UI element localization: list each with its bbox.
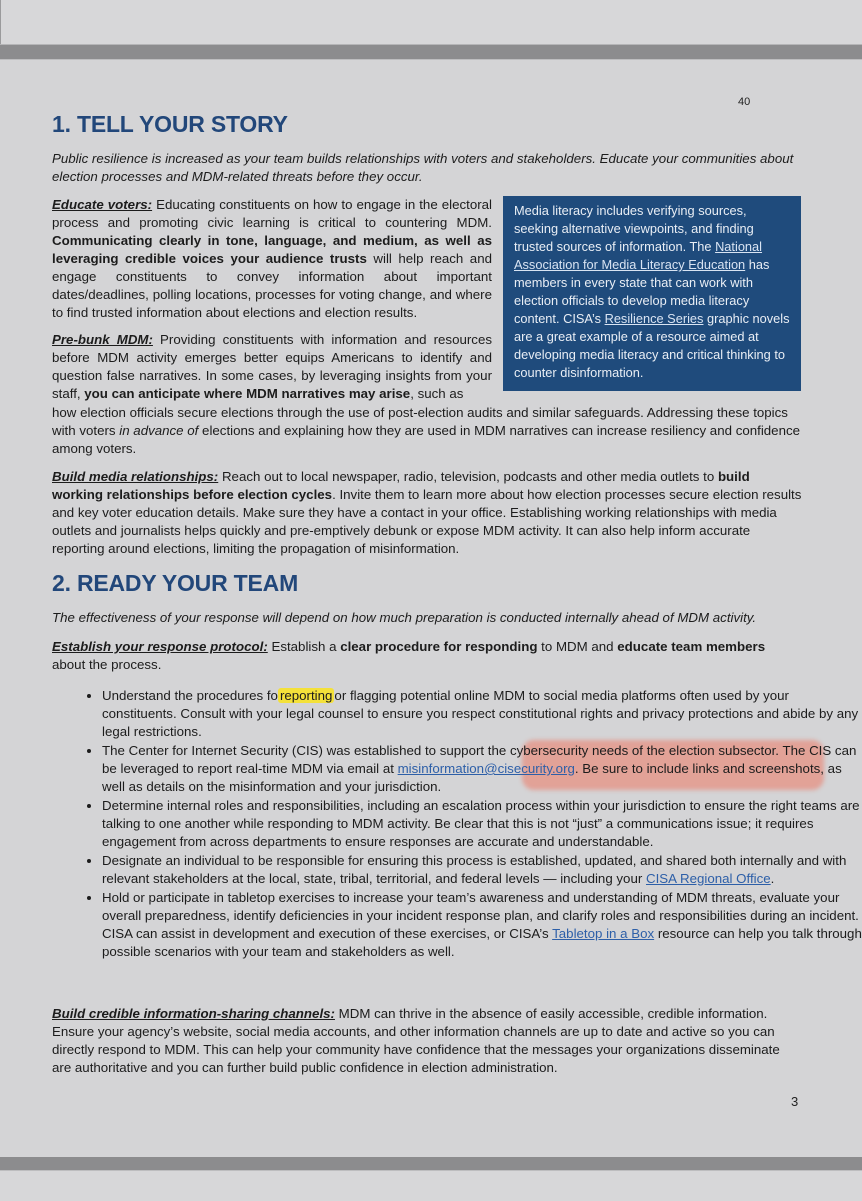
list-item: • Understand the procedures fo reporting or flagging potential online MDM to social media platforms often used by your constituents. Consult with your legal counsel to ensure you respect constitutional rights and privacy protections and abide by any legal restrictions. [102,687,862,741]
previous-page-edge [0,0,862,45]
response-protocol-list [52,687,862,962]
namle-link[interactable]: National Association for Media Literacy Education [514,239,763,272]
educate-voters-lead: Educate voters: [52,197,153,212]
section-1-intro: Public resilience is increased as your team builds relationships with voters and stakeholders. Educate your communities about election processes and MDM-related threats before they occur. [52,151,794,184]
list-item: • Hold or participate in tabletop exercises to increase your team’s awareness and understanding of MDM threats, evaluate your overall preparedness, identify deficiencies in your incident response plan, and clarify roles and responsibilities during an incident. CISA can assist in development and execution of these exercises, or CISA’s Tabletop in a Box resource can help you talk through possible scenarios with your team and stakeholders as well. [102,889,862,961]
next-page-edge [0,1170,862,1201]
response-protocol-lead: Establish your response protocol: [52,639,268,654]
prebunk-paragraph: Pre-bunk MDM: Providing constituents with information and resources before MDM activity emerges better equips Americans to identify and question false narratives. In some cases, by leveraging insights from your staff, you can anticipate where MDM narratives may arise, such as [52,332,492,401]
page-number-bottom: 3 [791,1094,799,1109]
media-relationships-lead: Build media relationships: [52,469,219,484]
media-relationships-paragraph: Build media relationships: Reach out to local newspaper, radio, television, podcasts and other media outlets to build working relationships before election cycles. Invite them to learn more about how election processes secure election results and key voter education details. Make sure they have a contact in your office. Establishing working relationships with media outlets and journalists helps quickly and pre-emptively debunk or expose MDM activity. It can also help inform accurate reporting around elections, limiting the propagation of misinformation. [52,469,802,556]
tabletop-in-a-box-link[interactable]: Tabletop in a Box [552,926,655,941]
section-2-heading: 2. READY YOUR TEAM [52,570,299,596]
resilience-series-link[interactable]: Resilience Series [604,311,704,326]
section-2-intro: The effectiveness of your response will depend on how much preparation is conducted internally ahead of MDM activity. [52,610,757,625]
prebunk-paragraph-continued: how election officials secure elections through the use of post-election audits and similar safeguards. Addressing these topics with voters in advance of elections and explaining how they are used in MDM narratives can increase resiliency and confidence among voters. [52,405,801,456]
list-item: • Determine internal roles and responsibilities, including an escalation process within your jurisdiction to ensure the right teams are talking to one another while responding to MDM activity. Be clear that this is not “just” a communications issue; it requires engagement from across departments to ensure responses are accurate and understandable. [102,797,862,851]
list-item: • Designate an individual to be responsible for ensuring this process is established, updated, and shared both internally and with relevant stakeholders at the local, state, tribal, territorial, and federal levels — including your CISA Regional Office. [102,852,862,888]
prebunk-lead: Pre-bunk MDM: [52,332,153,347]
list-item: • The Center for Internet Security (CIS) was established to support the cybersecurity needs of the election subsector. The CIS can be leveraged to report real-time MDM via email at misinformation@cisecurity.org. Be sure to include links and screenshots, as well as details on the misinformation and your jurisdiction. [102,742,862,796]
media-literacy-callout: Media literacy includes verifying sources, seeking alternative viewpoints, and finding trusted sources of information. The National Association for Media Literacy Education has members in every state that can work with election officials to develop media literacy content. CISA’s Resilience Series graphic novels are a great example of a resource aimed at developing media literacy and critical thinking to counter disinformation. [503,196,801,391]
cis-email-link[interactable]: misinformation@cisecurity.org [397,761,575,776]
info-sharing-paragraph: Build credible information-sharing channels: MDM can thrive in the absence of easily accessible, credible information. Ensure your agency’s website, social media accounts, and other information channels are up to date and active so you can directly respond to MDM. This can help your community have confidence that the messages your organizations disseminate are authoritative and you can further build public confidence in election administration. [52,1006,780,1075]
educate-voters-paragraph: Educate voters: Educating constituents on how to engage in the electoral process and promoting civic learning is critical to countering MDM. Communicating clearly in tone, language, and medium, as well as leveraging credible voices your audience trusts will help reach and engage constituents to convey information about important dates/deadlines, polling locations, processes for voting change, and where to find trusted information about elections and election results. [52,197,492,320]
cisa-regional-office-link[interactable]: CISA Regional Office [645,871,771,886]
page-number-top: 40 [738,96,751,108]
section-1-heading: 1. TELL YOUR STORY [52,111,288,137]
response-protocol-paragraph: Establish your response protocol: Establish a clear procedure for responding to MDM and educate team members about the process. [52,639,766,672]
info-sharing-lead: Build credible information-sharing channels: [52,1006,335,1021]
yellow-highlight-annotation: reporting [279,688,333,703]
